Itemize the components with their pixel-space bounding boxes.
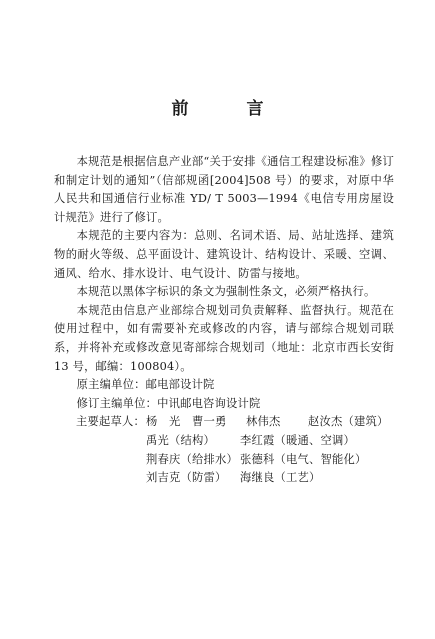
paragraph-interpretation: 本规范由信息产业部综合规划司负责解释、监督执行。规范在使用过程中，如有需要补充或修改的内容，请与部综合规划司联系，并将补充或修改意见寄部综合规划司（地址：北京市西长安街 13 号，邮编：100804）。 [54,303,394,373]
original-editor-line: 原主编单位：邮电部设计院 [76,378,215,392]
drafter-name: 禹光（结构） [146,433,215,447]
drafter-names: 杨 光 曹一勇 [146,415,227,429]
drafter-name: 荆春庆（给排水） [146,452,238,466]
paragraph-revision-basis: 本规范是根据信息产业部“关于安排《通信工程建设标准》修订和制定计划的通知”（信部规函[2004]508 号）的要求，对原中华人民共和国通信行业标准 YD/ T 5003—1994《电信专用房屋设计规范》进行了修订。 [54,155,394,224]
drafters-row-4 [54,469,394,488]
paragraph-mandatory-clauses: 本规范以黑体字标识的条文为强制性条文，必须严格执行。 [76,285,376,299]
drafter-name: 赵汝杰（建筑） [308,415,389,429]
drafter-name: 刘吉克（防雷） [146,471,227,485]
revision-editor-line: 修订主编单位：中讯邮电咨询设计院 [76,396,261,410]
drafter-name: 林伟杰 [246,415,281,429]
drafter-name: 李红霞（暖通、空调） [240,433,355,447]
drafters-label: 主要起草人： [76,415,145,429]
page-title: 前 言 [171,99,290,119]
drafters-row-2 [54,432,394,451]
drafter-name: 海继良（工艺） [240,471,321,485]
preface-body [54,153,394,488]
paragraph-main-content: 本规范的主要内容为：总则、名词术语、局、站址选择、建筑物的耐火等级、总平面设计、建筑设计、结构设计、采暖、空调、通风、给水、排水设计、电气设计、防雷与接地。 [54,229,394,280]
drafters-row-1 [54,413,394,432]
drafter-name: 张德科（电气、智能化） [240,452,367,466]
drafters-row-3 [54,451,394,470]
